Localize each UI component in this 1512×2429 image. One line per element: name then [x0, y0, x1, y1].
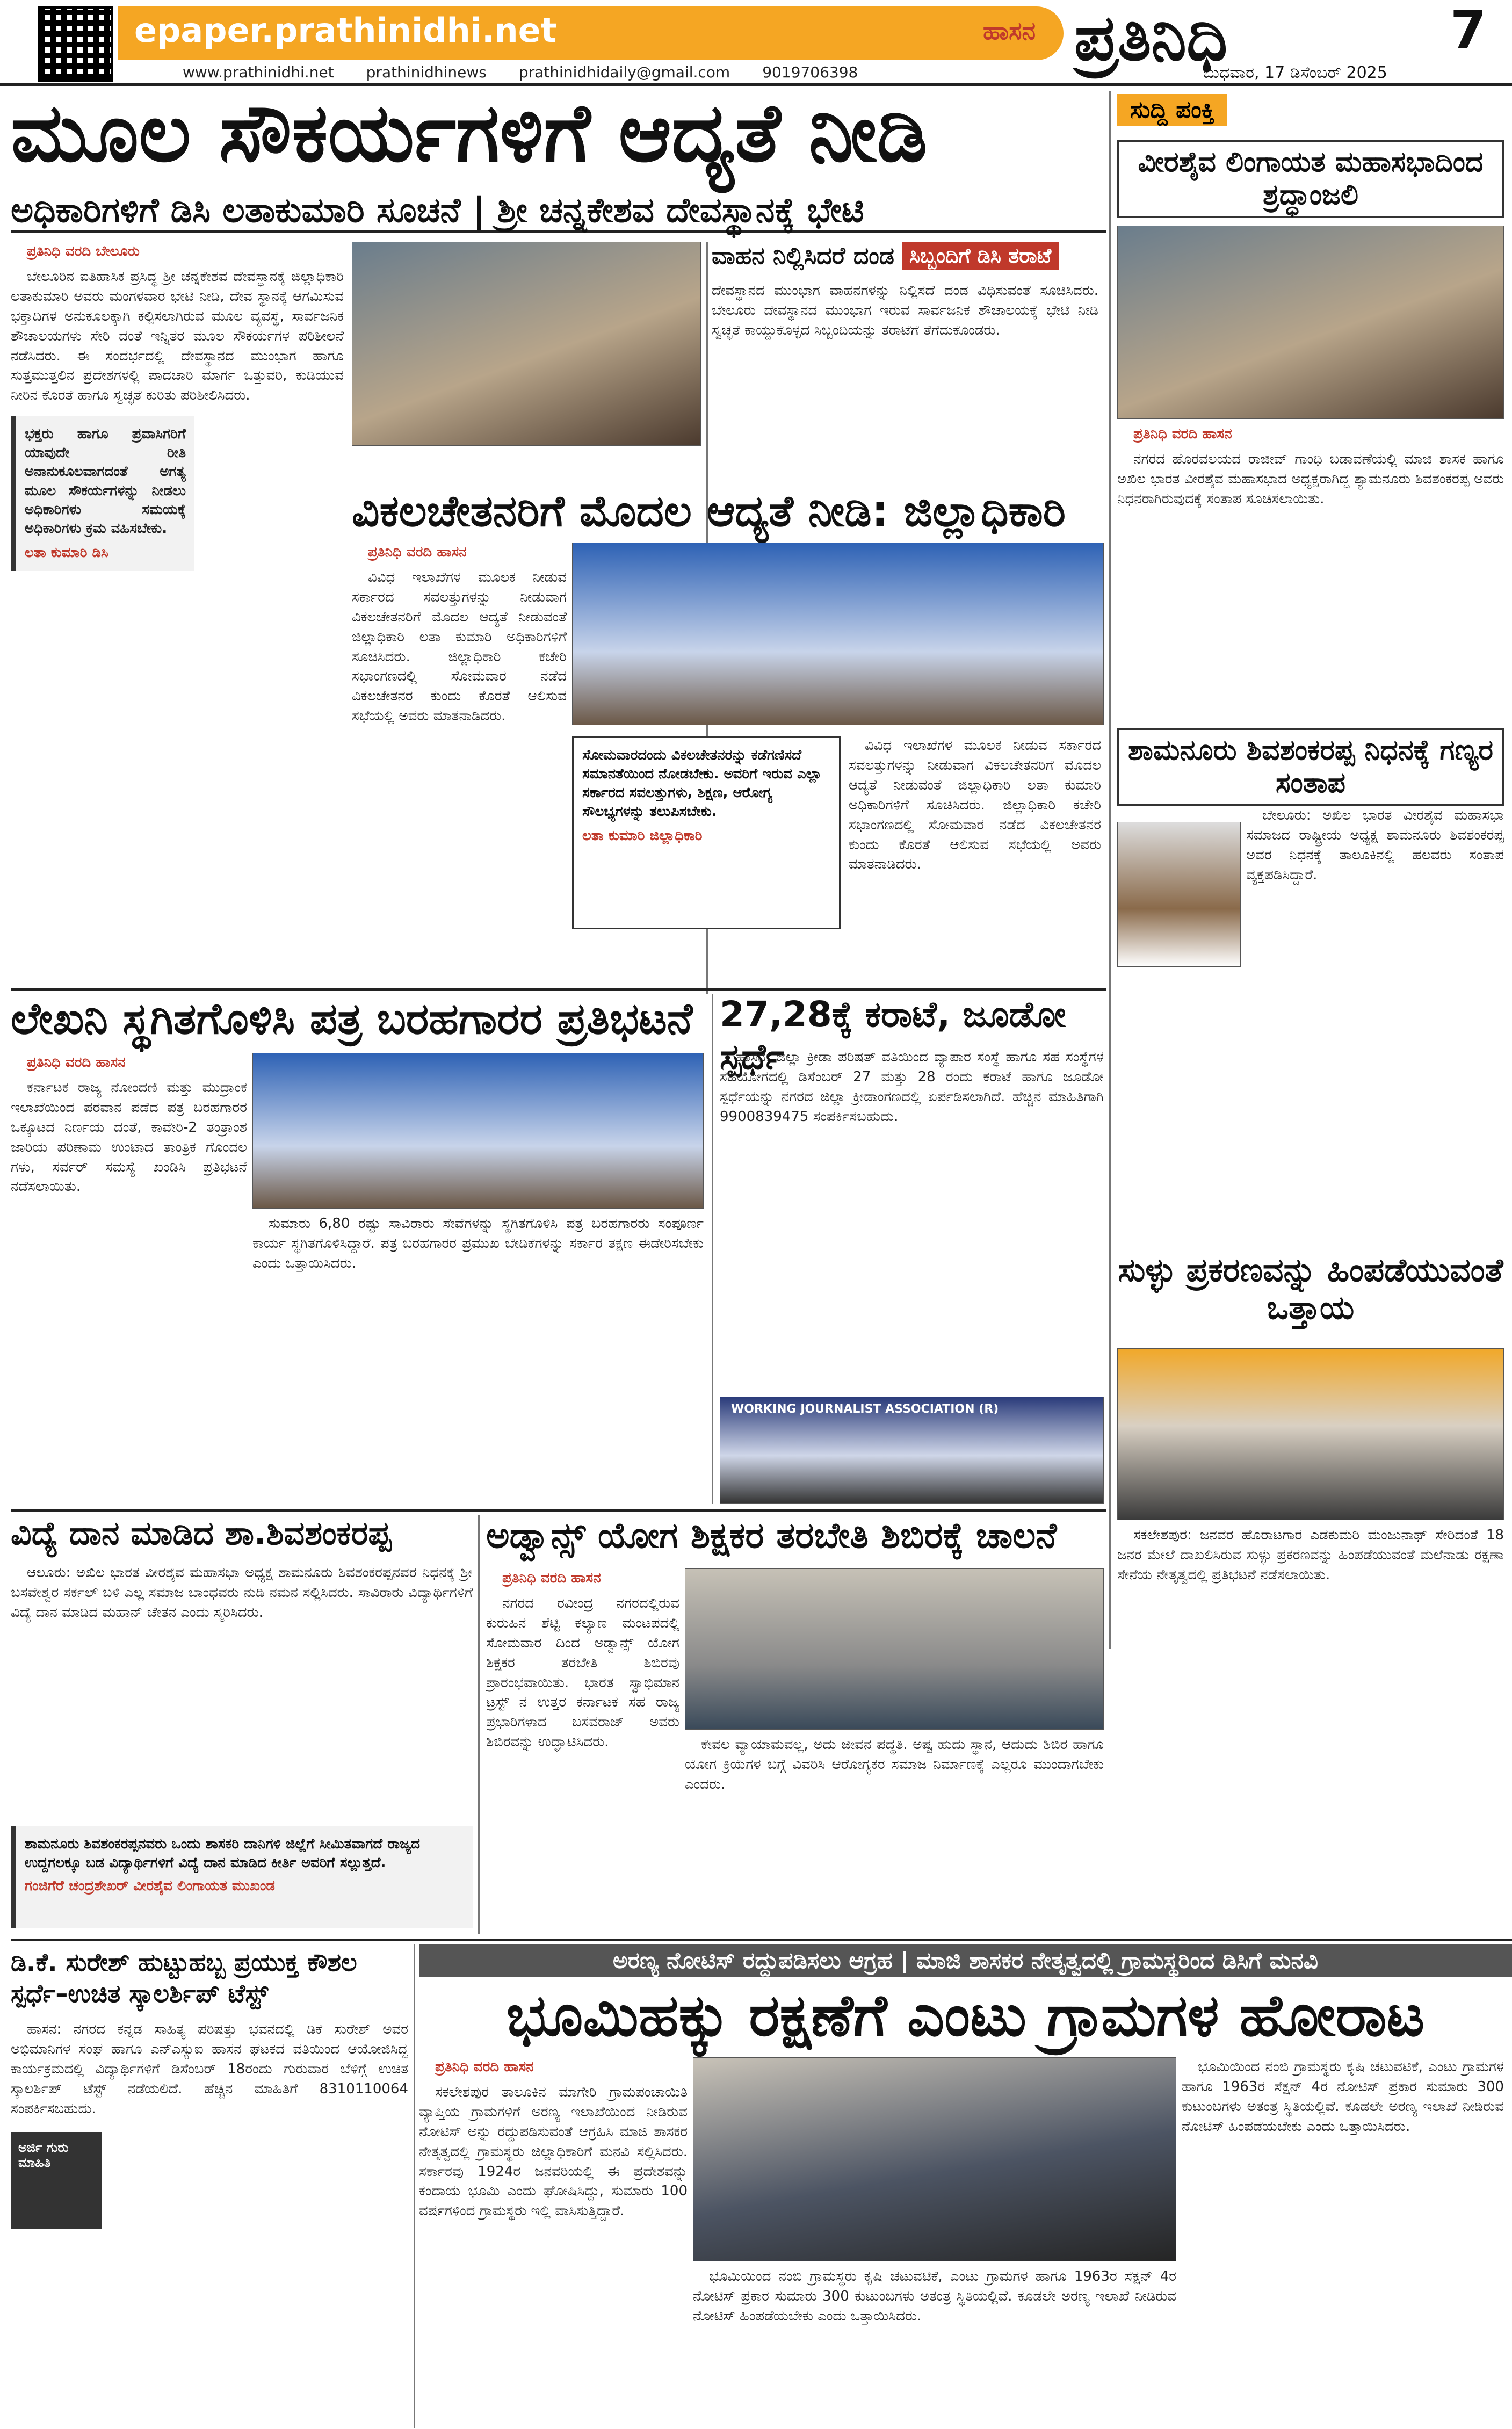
disabled-article-col2	[849, 736, 1101, 983]
writers-article-col2	[252, 1214, 704, 1504]
rail-story1-body: ನಗರದ ಹೊರವಲಯದ ರಾಜೀವ್ ಗಾಂಧಿ ಬಡಾವಣೆಯಲ್ಲಿ ಮಾಜಿ ಶಾಸಕ ಹಾಗೂ ಅಖಿಲ ಭಾರತ ವೀರಶೈವ ಮಹಾಸಭಾದ ಅಧ್ಯಕ್ಷರಾಗಿದ್ದ ಶ್ಯಾಮನೂರು ಶಿವಶಂಕರಪ್ಪ ಅವರು ನಿಧನರಾಗಿರುವುದಕ್ಕೆ ಸಂತಾಪ ಸೂಚಿಸಲಾಯಿತು.	[1117, 451, 1504, 507]
karate-article	[720, 1047, 1104, 1391]
writers-body: ಕರ್ನಾಟಕ ರಾಜ್ಯ ನೋಂದಣಿ ಮತ್ತು ಮುದ್ರಾಂಕ ಇಲಾಖೆಯಿಂದ ಪರವಾನ ಪಡೆದ ಪತ್ರ ಬರಹಗಾರರ ಒಕ್ಕೂಟದ ನಿರ್ಣಯ ದಂತೆ, ಕಾವೇರಿ-2 ತಂತ್ರಾಂಶ ಜಾರಿಯ ಪರಿಣಾಮ ಉಂಟಾದ ತಾಂತ್ರಿಕ ಗೊಂದಲ ಗಳು, ಸರ್ವರ್ ಸಮಸ್ಯೆ ಖಂಡಿಸಿ ಪ್ರತಿಭಟನೆ ನಡೆಸಲಾಯಿತು.	[11, 1079, 247, 1195]
rail-story3-head: ಸುಳ್ಳು ಪ್ರಕರಣವನ್ನು ಹಿಂಪಡೆಯುವಂತೆ ಒತ್ತಾಯ	[1118, 1252, 1503, 1327]
land-photo	[693, 2057, 1176, 2261]
disabled-photo	[572, 543, 1104, 725]
association-banner: WORKING JOURNALIST ASSOCIATION (R)	[731, 1403, 999, 1416]
rail-story1-article	[1117, 424, 1504, 725]
lead-dateline: ಪ್ರತಿನಿಧಿ ವರದಿ ಬೇಲೂರು	[27, 243, 140, 259]
yoga-article-col2	[685, 1735, 1104, 1934]
page-number: 7	[1450, 0, 1486, 60]
disabled-body: ವಿವಿಧ ಇಲಾಖೆಗಳ ಮೂಲಕ ನೀಡುವ ಸರ್ಕಾರದ ಸವಲತ್ತುಗಳನ್ನು ನೀಡುವಾಗ ವಿಕಲಚೇತನರಿಗೆ ಮೊದಲ ಆದ್ಯತೆ ನೀಡುವಂತೆ ಜಿಲ್ಲಾಧಿಕಾರಿ ಲತಾ ಕುಮಾರಿ ಅಧಿಕಾರಿಗಳಿಗೆ ಸೂಚಿಸಿದರು. ಜಿಲ್ಲಾಧಿಕಾರಿ ಕಚೇರಿ ಸಭಾಂಗಣದಲ್ಲಿ ಸೋಮವಾರ ನಡೆದ ವಿಕಲಚೇತನರ ಕುಂದು ಕೊರತೆ ಆಲಿಸುವ ಸಭೆಯಲ್ಲಿ ಅವರು ಮಾತನಾಡಿದರು.	[352, 569, 567, 725]
vidya-article	[11, 1563, 473, 1826]
karate-photo	[720, 1397, 1104, 1504]
yoga-headline: ಅಡ್ವಾನ್ಸ್ ಯೋಗ ಶಿಕ್ಷಕರ ತರಬೇತಿ ಶಿಬಿರಕ್ಕೆ ಚಾಲನೆ	[486, 1515, 1057, 1556]
disabled-pullquote	[572, 736, 841, 929]
land-body-cont: ಭೂಮಿಯಿಂದ ನಂಬಿ ಗ್ರಾಮಸ್ಥರು ಕೃಷಿ ಚಟುವಟಿಕೆ, ಎಂಟು ಗ್ರಾಮಗಳ ಹಾಗೂ 1963ರ ಸೆಕ್ಷನ್ 4ರ ನೋಟಿಸ್ ಪ್ರಕಾರ ಸುಮಾರು 300 ಕುಟುಂಬಗಳು ಅತಂತ್ರ ಸ್ಥಿತಿಯಲ್ಲಿವೆ. ಕೂಡಲೇ ಅರಣ್ಯ ಇಲಾಖೆ ನೀಡಿರುವ ನೋಟಿಸ್ ಹಿಂಪಡೆಯಬೇಕು ಎಂದು ಒತ್ತಾಯಿಸಿದರು.	[1182, 2059, 1504, 2135]
district-name: ಹಾಸನ	[983, 16, 1036, 45]
disabled-dateline: ಪ್ರತಿನಿಧಿ ವರದಿ ಹಾಸನ	[368, 544, 467, 560]
rail-story1-head: ವೀರಶೈವ ಲಿಂಗಾಯತ ಮಹಾಸಭಾದಿಂದ ಶ್ರದ್ಧಾಂಜಲಿ	[1117, 140, 1504, 218]
email-link[interactable]: prathinidhidaily@gmail.com	[518, 63, 730, 81]
writers-article	[11, 1053, 247, 1504]
section-rule	[11, 1509, 1106, 1512]
contact-row	[183, 63, 1074, 81]
lead-quote-by: ಲತಾ ಕುಮಾರಿ ಡಿಸಿ	[25, 544, 108, 561]
vidya-quote-by: ಗಂಜಿಗೆರೆ ಚಂದ್ರಶೇಖರ್ ವೀರಶೈವ ಲಿಂಗಾಯತ ಮುಖಂಡ	[25, 1878, 275, 1895]
rail-rule	[1109, 91, 1111, 1649]
disabled-headline: ವಿಕಲಚೇತನರಿಗೆ ಮೊದಲ ಆದ್ಯತೆ ನೀಡಿ: ಜಿಲ್ಲಾಧಿಕಾರಿ	[352, 486, 1066, 536]
disabled-quote-text: ಸೋಮವಾರದಂದು ವಿಕಲಚೇತನರನ್ನು ಕಡೆಗಣಿಸದೆ ಸಮಾನತೆಯಿಂದ ನೋಡಬೇಕು. ಅವರಿಗೆ ಇರುವ ಎಲ್ಲಾ ಸರ್ಕಾರದ ಸವಲತ್ತುಗಳು, ಶಿಕ್ಷಣ, ಆರೋಗ್ಯ ಸೌಲಭ್ಯಗಳನ್ನು ತಲುಪಿಸಬೇಕು.	[582, 747, 822, 820]
land-body2: ಭೂಮಿಯಿಂದ ನಂಬಿ ಗ್ರಾಮಸ್ಥರು ಕೃಷಿ ಚಟುವಟಿಕೆ, ಎಂಟು ಗ್ರಾಮಗಳ ಹಾಗೂ 1963ರ ಸೆಕ್ಷನ್ 4ರ ನೋಟಿಸ್ ಪ್ರಕಾರ ಸುಮಾರು 300 ಕುಟುಂಬಗಳು ಅತಂತ್ರ ಸ್ಥಿತಿಯಲ್ಲಿವೆ. ಕೂಡಲೇ ಅರಣ್ಯ ಇಲಾಖೆ ನೀಡಿರುವ ನೋಟಿಸ್ ಹಿಂಪಡೆಯಬೇಕು ಎಂದು ಒತ್ತಾಯಿಸಿದರು.	[693, 2268, 1176, 2324]
writers-body2: ಸುಮಾರು 6,80 ರಷ್ಟು ಸಾವಿರಾರು ಸೇವೆಗಳನ್ನು ಸ್ಥಗಿತಗೊಳಿಸಿ ಪತ್ರ ಬರಹಗಾರರು ಸಂಪೂರ್ಣ ಕಾರ್ಯ ಸ್ಥಗಿತಗೊಳಿಸಿದ್ದಾರೆ. ಪತ್ರ ಬರಹಗಾರರ ಪ್ರಮುಖ ಬೇಡಿಕೆಗಳನ್ನು ಸರ್ಕಾರ ತಕ್ಷಣ ಈಡೇರಿಸಬೇಕು ಎಂದು ಒತ್ತಾಯಿಸಿದರು.	[252, 1216, 704, 1271]
rail-story3-photo	[1117, 1348, 1504, 1520]
karate-body: ಹಾಸನ: ಜಿಲ್ಲಾ ಕ್ರೀಡಾ ಪರಿಷತ್ ವತಿಯಿಂದ ವ್ಯಾಪಾರ ಸಂಸ್ಥೆ ಹಾಗೂ ಸಹ ಸಂಸ್ಥೆಗಳ ಸಹಯೋಗದಲ್ಲಿ ಡಿಸೆಂಬರ್ 27 ಮತ್ತು 28 ರಂದು ಕರಾಟೆ ಹಾಗೂ ಜೂಡೋ ಸ್ಪರ್ಧೆಯನ್ನು ನಗರದ ಜಿಲ್ಲಾ ಕ್ರೀಡಾಂಗಣದಲ್ಲಿ ಏರ್ಪಡಿಸಲಾಗಿದೆ. ಹೆಚ್ಚಿನ ಮಾಹಿತಿಗಾಗಿ 9900839475 ಸಂಪರ್ಕಿಸಬಹುದು.	[720, 1049, 1104, 1125]
column-rule	[712, 994, 713, 1504]
disabled-body-cont: ವಿವಿಧ ಇಲಾಖೆಗಳ ಮೂಲಕ ನೀಡುವ ಸರ್ಕಾರದ ಸವಲತ್ತುಗಳನ್ನು ನೀಡುವಾಗ ವಿಕಲಚೇತನರಿಗೆ ಮೊದಲ ಆದ್ಯತೆ ನೀಡುವಂತೆ ಜಿಲ್ಲಾಧಿಕಾರಿ ಲತಾ ಕುಮಾರಿ ಅಧಿಕಾರಿಗಳಿಗೆ ಸೂಚಿಸಿದರು. ಜಿಲ್ಲಾಧಿಕಾರಿ ಕಚೇರಿ ಸಭಾಂಗಣದಲ್ಲಿ ಸೋಮವಾರ ನಡೆದ ವಿಕಲಚೇತನರ ಕುಂದು ಕೊರತೆ ಆಲಿಸುವ ಸಭೆಯಲ್ಲಿ ಅವರು ಮಾತನಾಡಿದರು.	[849, 738, 1101, 873]
qr-code-icon	[38, 6, 113, 82]
rail-story2-article	[1117, 806, 1504, 1311]
lead-pullquote	[11, 416, 194, 571]
yoga-body2: ಕೇವಲ ವ್ಯಾಯಾಮವಲ್ಲ, ಅದು ಜೀವನ ಪದ್ಧತಿ. ಅಷ್ಟ ಹುದು ಸ್ಥಾನ, ಆದುದು ಶಿಬಿರ ಹಾಗೂ ಯೋಗ ಕ್ರಿಯೆಗಳ ಬಗ್ಗೆ ವಿವರಿಸಿ ಆರೋಗ್ಯಕರ ಸಮಾಜ ನಿರ್ಮಾಣಕ್ಕೆ ಎಲ್ಲರೂ ಮುಂದಾಗಬೇಕು ಎಂದರು.	[685, 1737, 1104, 1792]
vidya-pullquote	[11, 1826, 473, 1928]
dk-headline: ಡಿ.ಕೆ. ಸುರೇಶ್ ಹುಟ್ಟುಹಬ್ಬ ಪ್ರಯುಕ್ತ ಕೌಶಲ ಸ್ಪರ್ಧೆ–ಉಚಿತ ಸ್ಕಾಲರ್ಶಿಪ್ ಟೆಸ್ಟ್	[11, 1948, 357, 2008]
column-rule	[414, 1944, 415, 2428]
vidya-headline: ವಿದ್ಯೆ ದಾನ ಮಾಡಿದ ಶಾ.ಶಿವಶಂಕರಪ್ಪ	[11, 1515, 392, 1552]
lead-article-col1	[11, 242, 344, 967]
yoga-body: ನಗರದ ರವೀಂದ್ರ ನಗರದಲ್ಲಿರುವ ಕುರುಹಿನ ಶೆಟ್ಟಿ ಕಲ್ಯಾಣ ಮಂಟಪದಲ್ಲಿ ಸೋಮವಾರ ದಿಂದ ಅಡ್ವಾನ್ಸ್ ಯೋಗ ಶಿಕ್ಷಕರ ತರಬೇತಿ ಶಿಬಿರವು ಪ್ರಾರಂಭವಾಯಿತು. ಭಾರತ ಸ್ವಾಭಿಮಾನ ಟ್ರಸ್ಟ್ ನ ಉತ್ತರ ಕರ್ನಾಟಕ ಸಹ ರಾಜ್ಯ ಪ್ರಭಾರಿಗಳಾದ ಬಸವರಾಜ್ ಅವರು ಶಿಬಿರವನ್ನು ಉದ್ಘಾಟಿಸಿದರು.	[486, 1595, 679, 1751]
yoga-photo	[685, 1568, 1104, 1730]
yoga-article	[486, 1568, 679, 1934]
lead-headline: ಮೂಲ ಸೌಕರ್ಯಗಳಿಗೆ ಆದ್ಯತೆ ನೀಡಿ	[11, 86, 928, 180]
land-dateline: ಪ್ರತಿನಿಧಿ ವರದಿ ಹಾಸನ	[435, 2059, 534, 2075]
land-headline: ಭೂಮಿಹಕ್ಕು ರಕ್ಷಣೆಗೆ ಎಂಟು ಗ್ರಾಮಗಳ ಹೋರಾಟ	[506, 1982, 1425, 2049]
dk-note-box: ಅರ್ಜಿ ಗುರು ಮಾಹಿತಿ	[11, 2132, 102, 2229]
rail-story3-article	[1117, 1526, 1504, 1902]
dk-body: ಹಾಸನ: ನಗರದ ಕನ್ನಡ ಸಾಹಿತ್ಯ ಪರಿಷತ್ತು ಭವನದಲ್ಲಿ ಡಿಕೆ ಸುರೇಶ್ ಅವರ ಅಭಿಮಾನಿಗಳ ಸಂಘ ಹಾಗೂ ಎನ್ಎಸ್ಯುಐ ಹಾಸನ ಘಟಕದ ವತಿಯಿಂದ ಆಯೋಜಿಸಿದ್ದ ಕಾರ್ಯಕ್ರಮದಲ್ಲಿ ವಿದ್ಯಾರ್ಥಿಗಳಿಗೆ ಡಿಸೆಂಬರ್ 18ರಂದು ಗುರುವಾರ ಬೆಳಿಗ್ಗೆ ಉಚಿತ ಸ್ಕಾಲರ್ಶಿಪ್ ಟೆಸ್ಟ್ ನಡೆಯಲಿದೆ. ಹೆಚ್ಚಿನ ಮಾಹಿತಿಗೆ 8310110064 ಸಂಪರ್ಕಿಸಬಹುದು.	[11, 2021, 408, 2117]
lead-quote-text: ಭಕ್ತರು ಹಾಗೂ ಪ್ರವಾಸಿಗರಿಗೆ ಯಾವುದೇ ರೀತಿ ಅನಾನುಕೂಲವಾಗದಂತೆ ಅಗತ್ಯ ಮೂಲ ಸೌಕರ್ಯಗಳನ್ನು ನೀಡಲು ಅಧಿಕಾರಿಗಳು ಸಮಯಕ್ಕೆ ಅಧಿಕಾರಿಗಳು ಕ್ರಮ ವಹಿಸಬೇಕು.	[25, 426, 186, 537]
sidebar-tag: ಸಿಬ್ಬಂದಿಗೆ ಡಿಸಿ ತರಾಟೆ	[902, 242, 1059, 270]
column-rule	[478, 1515, 480, 1934]
social-handle[interactable]: prathinidhinews	[366, 63, 487, 81]
masthead-logo: ಪ್ರತಿನಿಧಿ	[1074, 0, 1228, 75]
land-article-col2	[693, 2267, 1176, 2428]
writers-photo	[252, 1053, 704, 1209]
disabled-article	[352, 543, 567, 983]
writers-dateline: ಪ್ರತಿನಿಧಿ ವರದಿ ಹಾಸನ	[27, 1054, 126, 1071]
section-rule	[11, 1939, 1512, 1941]
rail-story2-body: ಬೇಲೂರು: ಅಖಿಲ ಭಾರತ ವೀರಶೈವ ಮಹಾಸಭಾ ಸಮಾಜದ ರಾಷ್ಟ್ರೀಯ ಅಧ್ಯಕ್ಷ ಶಾಮನೂರು ಶಿವಶಂಕರಪ್ಪ ಅವರ ನಿಧನಕ್ಕೆ ತಾಲೂಕಿನಲ್ಲಿ ಹಲವರು ಸಂತಾಪ ವ್ಯಕ್ತಪಡಿಸಿದ್ದಾರೆ.	[1246, 807, 1504, 883]
land-body: ಸಕಲೇಶಪುರ ತಾಲೂಕಿನ ಮಾಗೇರಿ ಗ್ರಾಮಪಂಚಾಯಿತಿ ವ್ಯಾಪ್ತಿಯ ಗ್ರಾಮಗಳಿಗೆ ಅರಣ್ಯ ಇಲಾಖೆಯಿಂದ ನೀಡಿರುವ ನೋಟಿಸ್ ಅನ್ನು ರದ್ದುಪಡಿಸುವಂತೆ ಆಗ್ರಹಿಸಿ ಮಾಜಿ ಶಾಸಕರ ನೇತೃತ್ವದಲ್ಲಿ ಗ್ರಾಮಸ್ಥರು ಜಿಲ್ಲಾಧಿಕಾರಿಗೆ ಮನವಿ ಸಲ್ಲಿಸಿದರು. ಸರ್ಕಾರವು 1924ರ ಜನವರಿಯಲ್ಲಿ ಈ ಪ್ರದೇಶವನ್ನು ಕಂದಾಯ ಭೂಮಿ ಎಂದು ಘೋಷಿಸಿದ್ದು, ಸುಮಾರು 100 ವರ್ಷಗಳಿಂದ ಗ್ರಾಮಸ್ಥರು ಇಲ್ಲಿ ವಾಸಿಸುತ್ತಿದ್ದಾರೆ.	[419, 2084, 688, 2220]
lead-body: ಬೇಲೂರಿನ ಐತಿಹಾಸಿಕ ಪ್ರಸಿದ್ಧ ಶ್ರೀ ಚನ್ನಕೇಶವ ದೇವಸ್ಥಾನಕ್ಕೆ ಜಿಲ್ಲಾಧಿಕಾರಿ ಲತಾಕುಮಾರಿ ಅವರು ಮಂಗಳವಾರ ಭೇಟಿ ನೀಡಿ, ದೇವ ಸ್ಥಾನಕ್ಕೆ ಆಗಮಿಸುವ ಭಕ್ತಾದಿಗಳ ಅನುಕೂಲಕ್ಕಾಗಿ ಕಲ್ಪಿಸಲಾಗಿರುವ ಮೂಲ ವ್ಯವಸ್ಥೆ, ಸಾರ್ವಜನಿಕ ಶೌಚಾಲಯಗಳು ಸೇರಿ ದಂತೆ ಇನ್ನಿತರ ಮೂಲ ಸೌಕರ್ಯಗಳ ಪರಿಶೀಲನೆ ನಡೆಸಿದರು. ಈ ಸಂದರ್ಭದಲ್ಲಿ ದೇವಸ್ಥಾನದ ಮುಂಭಾಗ ಹಾಗೂ ಸುತ್ತಮುತ್ತಲಿನ ಪ್ರದೇಶಗಳಲ್ಲಿ ಪಾದಚಾರಿ ಮಾರ್ಗ ಒತ್ತುವರಿ, ಕುಡಿಯುವ ನೀರಿನ ಕೊರತೆ ಹಾಗೂ ಸ್ವಚ್ಛತೆ ಕುರಿತು ಪರಿಶೀಲಿಸಿದರು.	[11, 268, 344, 404]
land-kicker: ಅರಣ್ಯ ನೋಟಿಸ್ ರದ್ದುಪಡಿಸಲು ಆಗ್ರಹ | ಮಾಜಿ ಶಾಸಕರ ನೇತೃತ್ವದಲ್ಲಿ ಗ್ರಾಮಸ್ಥರಿಂದ ಡಿಸಿಗೆ ಮನವಿ	[419, 1944, 1512, 1977]
yoga-dateline: ಪ್ರತಿನಿಧಿ ವರದಿ ಹಾಸನ	[502, 1570, 601, 1586]
lead-subhead: ಅಧಿಕಾರಿಗಳಿಗೆ ಡಿಸಿ ಲತಾಕುಮಾರಿ ಸೂಚನೆ | ಶ್ರೀ ಚನ್ನಕೇಶವ ದೇವಸ್ಥಾನಕ್ಕೆ ಭೇಟಿ	[11, 191, 1106, 233]
vidya-quote-text: ಶಾಮನೂರು ಶಿವಶಂಕರಪ್ಪನವರು ಒಂದು ಶಾಸಕರಿ ದಾನಿಗಳಿ ಜಿಲ್ಲೆಗೆ ಸೀಮಿತವಾಗದೆ ರಾಜ್ಯದ ಉದ್ದಗಲಕ್ಕೂ ಬಡ ವಿದ್ಯಾರ್ಥಿಗಳಿಗೆ ವಿದ್ಯೆ ದಾನ ಮಾಡಿದ ಕೀರ್ತಿ ಅವರಿಗೆ ಸಲ್ಲುತ್ತದೆ.	[25, 1836, 421, 1871]
karate-headline: 27,28ಕ್ಕೆ ಕರಾಟೆ, ಜೂಡೋ ಸ್ಪರ್ಧೆ	[720, 994, 1066, 1078]
epaper-url[interactable]: epaper.prathinidhi.net	[134, 11, 557, 50]
sidebar-body: ದೇವಸ್ಥಾನದ ಮುಂಭಾಗ ವಾಹನಗಳನ್ನು ನಿಲ್ಲಿಸದೆ ದಂಡ ವಿಧಿಸುವಂತೆ ಸೂಚಿಸಿದರು. ಬೇಲೂರು ದೇವಸ್ಥಾನದ ಮುಂಭಾಗ ಇರುವ ಸಾರ್ವಜನಿಕ ಶೌಚಾಲಯಕ್ಕೆ ಭೇಟಿ ನೀಡಿ ಸ್ವಚ್ಛತೆ ಕಾಯ್ದುಕೊಳ್ಳದ ಸಿಬ್ಬಂದಿಯನ್ನು ತರಾಟೆಗೆ ತೆಗೆದುಕೊಂಡರು.	[712, 283, 1098, 338]
disabled-quote-by: ಲತಾ ಕುಮಾರಿ ಜಿಲ್ಲಾಧಿಕಾರಿ	[582, 828, 703, 844]
lead-photo	[352, 242, 701, 446]
section-rule	[11, 988, 1106, 991]
land-article-col3	[1182, 2057, 1504, 2428]
rail-story3-body: ಸಕಲೇಶಪುರ: ಜನವರ ಹೊರಾಟಗಾರ ಎಡಕುಮರಿ ಮಂಜುನಾಥ್ ಸೇರಿದಂತೆ 18 ಜನರ ಮೇಲೆ ದಾಖಲಿಸಿರುವ ಸುಳ್ಳು ಪ್ರಕರಣವನ್ನು ಹಿಂಪಡೆಯುವಂತೆ ಮಲೆನಾಡು ರಕ್ಷಣಾ ಸೇನೆಯ ನೇತೃತ್ವದಲ್ಲಿ ಪ್ರತಿಭಟನೆ ನಡೆಸಲಾಯಿತು.	[1117, 1527, 1504, 1583]
sidebar-headline: ವಾಹನ ನಿಲ್ಲಿಸಿದರೆ ದಂಡ	[712, 242, 894, 270]
rail-story2-head: ಶಾಮನೂರು ಶಿವಶಂಕರಪ್ಪ ನಿಧನಕ್ಕೆ ಗಣ್ಯರ ಸಂತಾಪ	[1117, 728, 1504, 806]
issue-date: ಬುಧವಾರ, 17 ಡಿಸೆಂಬರ್ 2025	[1203, 63, 1387, 82]
phone-number: 9019706398	[762, 63, 858, 81]
rail-story1-photo	[1117, 226, 1504, 419]
land-article	[419, 2057, 688, 2428]
vidya-body: ಆಲೂರು: ಅಖಿಲ ಭಾರತ ವೀರಶೈವ ಮಹಾಸಭಾ ಅಧ್ಯಕ್ಷ ಶಾಮನೂರು ಶಿವಶಂಕರಪ್ಪನವರ ನಿಧನಕ್ಕೆ ಶ್ರೀ ಬಸವೇಶ್ವರ ಸರ್ಕಲ್ ಬಳಿ ಎಲ್ಲ ಸಮಾಜ ಬಾಂಧವರು ನುಡಿ ನಮನ ಸಲ್ಲಿಸಿದರು. ಸಾವಿರಾರು ವಿದ್ಯಾರ್ಥಿಗಳಿಗೆ ವಿದ್ಯೆ ದಾನ ಮಾಡಿದ ಮಹಾನ್ ಚೇತನ ಎಂದು ಸ್ಮರಿಸಿದರು.	[11, 1565, 473, 1621]
writers-headline: ಲೇಖನಿ ಸ್ಥಗಿತಗೊಳಿಸಿ ಪತ್ರ ಬರಹಗಾರರ ಪ್ರತಿಭಟನೆ	[11, 994, 693, 1044]
rail-story1-dateline: ಪ್ರತಿನಿಧಿ ವರದಿ ಹಾಸನ	[1133, 426, 1232, 442]
website-link[interactable]: www.prathinidhi.net	[183, 63, 334, 81]
rail-tag: ಸುದ್ದಿ ಪಂಕ್ತಿ	[1117, 94, 1227, 126]
